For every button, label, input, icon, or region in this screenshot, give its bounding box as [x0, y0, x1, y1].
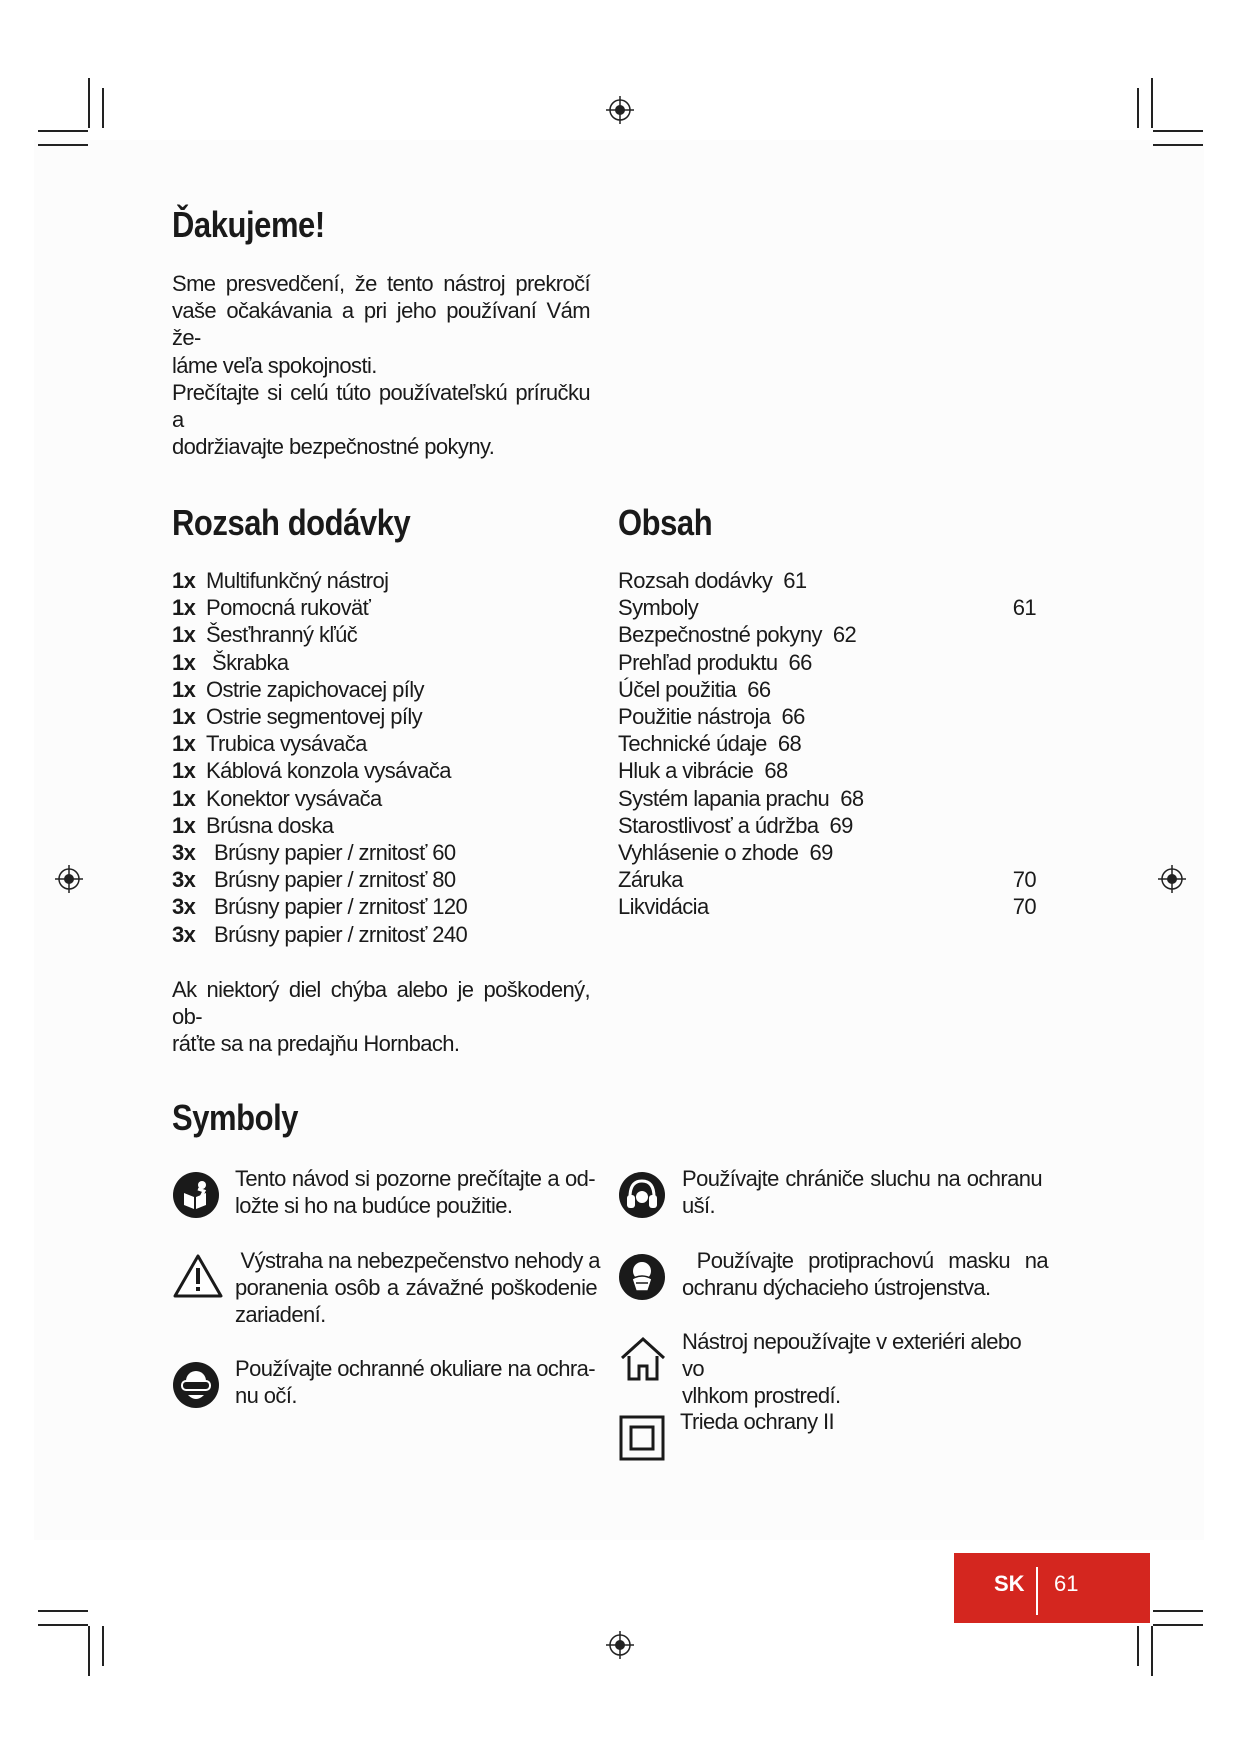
symbol-mask-text: Používajte protiprachovú masku na ochranu dýchacieho ústrojenstva. — [682, 1248, 1048, 1301]
delivery-heading: Rozsah dodávky — [172, 502, 411, 543]
thanks-line: dodržiavajte bezpečnostné pokyny. — [172, 434, 495, 460]
registration-mark-icon — [54, 864, 84, 894]
thanks-line: Sme presvedčení, že tento nástroj prekročí — [172, 271, 590, 296]
toc-entry-ucel[interactable]: Účel použitia 66 — [618, 676, 771, 702]
footer-divider — [1036, 1567, 1038, 1615]
delivery-list — [172, 567, 592, 948]
delivery-item: 1x Pomocná rukoväť — [172, 595, 371, 621]
delivery-note-line: Ak niektorý diel chýba alebo je poškodený, ob- — [172, 977, 590, 1030]
delivery-item: 3x Brúsny papier / zrnitosť 60 — [172, 840, 456, 866]
symbol-ear-text: Používajte chrániče sluchu na ochranu uší. — [682, 1166, 1042, 1219]
warning-triangle-icon — [172, 1253, 224, 1299]
delivery-item: 3x Brúsny papier / zrnitosť 80 — [172, 867, 456, 893]
dust-mask-icon — [618, 1253, 666, 1301]
delivery-item: 1x Ostrie segmentovej píly — [172, 704, 423, 730]
symbol-warning-text: Výstraha na nebezpečenstvo nehody a poranenia osôb a závažné poškodenie zariadení. — [235, 1248, 600, 1328]
protection-class-2-icon — [618, 1414, 666, 1462]
symbol-indoor-text: Nástroj nepoužívajte v exteriéri alebo vo vlhkom prostredí. — [682, 1329, 1022, 1409]
delivery-item: 1x Brúsna doska — [172, 812, 334, 838]
toc-entry-rozsah[interactable]: Rozsah dodávky 61 — [618, 568, 807, 593]
delivery-item: 3x Brúsny papier / zrnitosť 240 — [172, 921, 468, 947]
delivery-note — [172, 976, 590, 1058]
symbol-read-manual-text: Tento návod si pozorne prečítajte a od- ložte si ho na budúce použitie. — [235, 1166, 595, 1219]
toc-entry-bezpecnost[interactable]: Bezpečnostné pokyny 62 — [618, 622, 857, 648]
delivery-item: 1x Trubica vysávača — [172, 731, 367, 757]
safety-goggles-icon — [172, 1361, 220, 1409]
registration-mark-icon — [1157, 864, 1187, 894]
toc-entry-likvidacia[interactable]: Likvidácia 70 — [618, 894, 1036, 920]
indoor-use-only-icon — [618, 1336, 668, 1382]
delivery-item: 1x Konektor vysávača — [172, 785, 382, 811]
registration-mark-icon — [605, 1630, 635, 1660]
thanks-heading: Ďakujeme! — [172, 204, 325, 245]
delivery-item: 1x Káblová konzola vysávača — [172, 758, 451, 784]
toc-entry-hluk[interactable]: Hluk a vibrácie 68 — [618, 758, 788, 784]
thanks-line: vaše očakávania a pri jeho používaní Vám že- — [172, 298, 590, 351]
toc-entry-prach[interactable]: Systém lapania prachu 68 — [618, 785, 864, 811]
toc-entry-pouzitie[interactable]: Použitie nástroja 66 — [618, 703, 805, 729]
thanks-intro — [172, 270, 590, 460]
ear-protection-icon — [618, 1171, 666, 1219]
delivery-item: 1x Škrabka — [172, 649, 289, 675]
delivery-item: 1x Multifunkčný nástroj — [172, 568, 389, 593]
thanks-line: Prečítajte si celú túto používateľskú príručku a — [172, 379, 590, 433]
symbols-heading: Symboly — [172, 1097, 299, 1138]
read-manual-icon — [172, 1171, 220, 1219]
symbol-goggles-text: Používajte ochranné okuliare na ochra- nu očí. — [235, 1356, 595, 1409]
contents-list — [618, 567, 1036, 920]
delivery-item: 3x Brúsny papier / zrnitosť 120 — [172, 894, 468, 920]
page-number: 61 — [1054, 1571, 1079, 1596]
registration-mark-icon — [605, 95, 635, 125]
page-footer-tab — [954, 1553, 1150, 1623]
delivery-item: 1x Šesťhranný kľúč — [172, 622, 358, 648]
symbol-class2-text: Trieda ochrany II — [680, 1409, 835, 1434]
toc-entry-symboly[interactable]: Symboly 61 — [618, 595, 1036, 621]
contents-heading: Obsah — [618, 502, 713, 543]
toc-entry-udrzba[interactable]: Starostlivosť a údržba 69 — [618, 812, 853, 838]
toc-entry-zhoda[interactable]: Vyhlásenie o zhode 69 — [618, 839, 833, 865]
delivery-note-line: ráťte sa na predajňu Hornbach. — [172, 1031, 460, 1057]
thanks-line: láme veľa spokojnosti. — [172, 352, 377, 378]
toc-entry-prehlad[interactable]: Prehľad produktu 66 — [618, 649, 812, 675]
delivery-item: 1x Ostrie zapichovacej píly — [172, 676, 424, 702]
toc-entry-zaruka[interactable]: Záruka 70 — [618, 867, 1036, 893]
toc-entry-technicke[interactable]: Technické údaje 68 — [618, 731, 802, 757]
language-code: SK — [994, 1571, 1025, 1596]
